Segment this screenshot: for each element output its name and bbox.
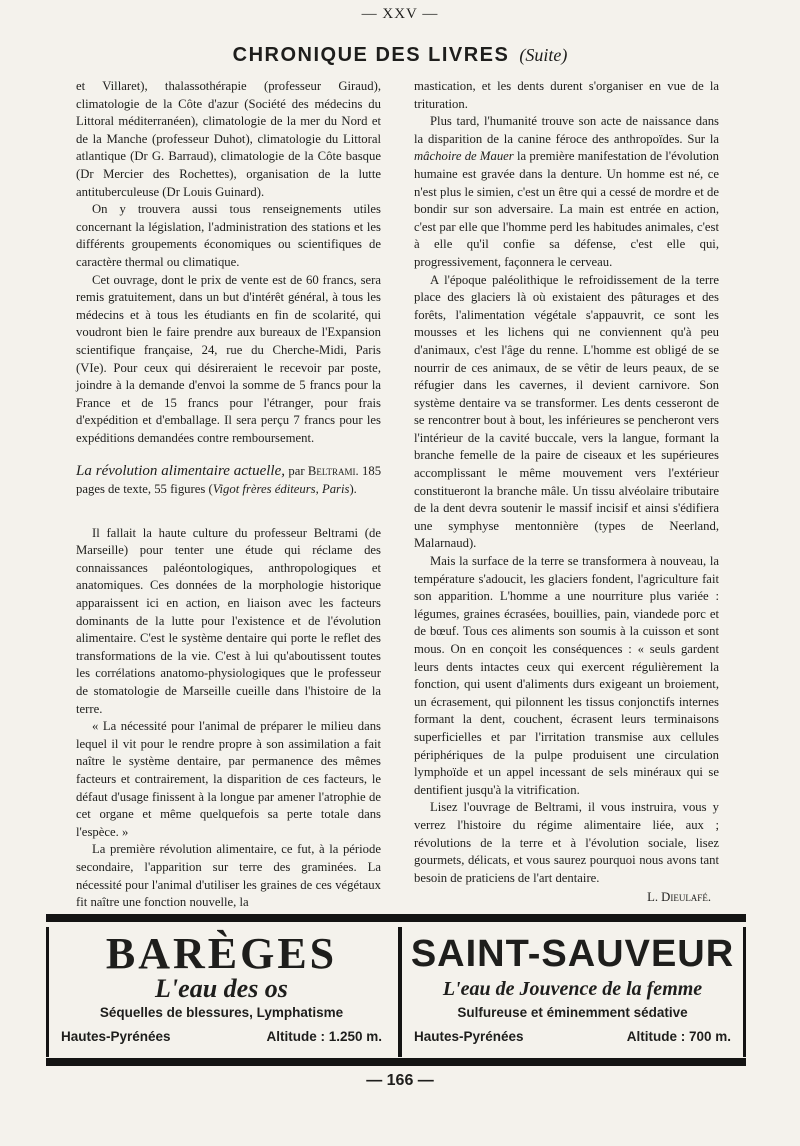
right-paragraph: A l'époque paléolithique le refroidissement de la terre place des glaciers là où existaient des pâturages et des forêts, l'alimentation végétale s'appauvrit, ce sont les mousses et les lichens qui ne conviennent qu'à peu d'animaux, c'est l'âge du renne. L'homme est obligé de se nourrir de ces animaux, de se vêtir de leurs peaux, de se réfugier dans les cavernes, il devient carnivore. Son système dentaire va se transformer. Les dents cesseront de se rencontrer bout à bout, les inférieures se pencheront vers l'intérieur de la cavité buccale, vers la langue, formant la branche femelle de la paire de ciseaux et les supérieures accomplissant le même mouvement vers l'extérieur constitueront la branche mâle. Un tissu alvéolaire tributaire de la dent devra soutenir le massif incisif et ainsi s'édifiera une symphyse mentonnière (types de Neerland, Malarnaud). xyxy=(414,272,719,551)
ad-location-row xyxy=(49,1027,394,1047)
page-number: — 166 — xyxy=(366,1072,434,1089)
right-paragraph: mastication, et les dents durent s'organiser en vue de la trituration. xyxy=(414,79,719,111)
left-paragraph: Il fallait la haute culture du professeur Beltrami (de Marseille) pour tenter une étude qui réclame des connaissances paléontologiques, anthropologiques et anatomiques. Ces données de la morphologie historique apparaissent ici en action, en liaison avec les facteurs dominants de la lutte pour l'existence et de l'évolution alimentaire. C'est le système dentaire qui porte le reflet des transformations de la vie. C'est à lui qu'aboutissent toutes les corrélations anatomo-physiologiques que le professeur de stomatologie de Marseille cueille dans l'histoire de la terre. xyxy=(76,525,381,716)
left-paragraph: La première révolution alimentaire, ce fut, à la période secondaire, l'apparition sur terre des graminées. La nécessité pour l'animal d'utiliser les graines de ces végétaux fit naître une fonction nouvelle, la xyxy=(76,842,381,910)
ad-slogan: L'eau des os xyxy=(155,974,288,1003)
right-paragraph xyxy=(414,113,719,271)
section-heading xyxy=(0,44,800,67)
review-pages: 185 pages de texte, 55 figures ( xyxy=(76,464,382,497)
right-paragraph: Mais la surface de la terre se transformera à nouveau, la température s'adoucit, les glaciers fondent, l'agriculture fait son apparition. L'homme a une nourriture plus variée : légumes, graines écrasées, bouillies, pain, viandede porc et de bœuf. Tous ces aliments son soumis à la cuisson et sont mous. On en conçoit les conséquences : « seuls gardent leurs dents intactes ceux qui exercent régulièrement la fonction, qui usent d'aliments durs exigeant un broiement, un écrasement, qui pilonnent les tissus conjonctifs internes formant la dent, couchent, écrasent leurs terminaisons superficielles et par l'irritation transmise aux cellules périphériques de la pulpe produisent une circulation lymphoïde et un appel incessant de sels minéraux qui se dentifient jusqu'à la vitrification. xyxy=(414,554,719,797)
right-column xyxy=(414,78,719,907)
ad-description: Sulfureuse et éminemment sédative xyxy=(457,1005,688,1020)
left-column xyxy=(76,78,381,912)
review-author: Beltrami. xyxy=(307,464,359,479)
text-run: la première manifestation de l'évolution humaine est gravée dans la denture. Un homme est né, ce n'est plus le simien, c'est un être qui a cessé de mordre et de bondir sur son adversaire. La main est entrée en action, c'est par elle que l'homme perd les habitudes animales, c'est à elle qu'il confie sa défense, c'est elle qui, progressivement, façonnera le cerveau. xyxy=(414,149,719,269)
heading-suffix: (Suite) xyxy=(519,45,568,65)
saint-sauveur-advertisement xyxy=(398,927,746,1057)
review-close: ). xyxy=(349,482,357,497)
review-publisher: Vigot frères éditeurs, Paris xyxy=(212,482,350,497)
ad-resort-name: BARÈGES xyxy=(105,929,338,978)
bareges-advertisement xyxy=(46,927,394,1057)
signature: L. Dieulafé. xyxy=(647,890,711,905)
ad-location-row xyxy=(402,1027,743,1047)
ad-slogan: L'eau de Jouvence de la femme xyxy=(442,978,703,1000)
ad-resort-name: SAINT-SAUVEUR xyxy=(410,933,735,975)
ad-altitude: Altitude : 700 m. xyxy=(626,1029,731,1044)
left-paragraph: et Villaret), thalassothérapie (professeur Giraud), climatologie de la Côte d'azur (Société des médecins du Littoral méditerranéen), climatologie de la mer du Nord et de la Manche (professeur Duhot), climatologie du Littoral atlantique (Dr G. Barraud), climatologie de la Côte basque (Dr Mercier des Rochettes), organisation de la lutte antituberculeuse (Dr Louis Guinard). xyxy=(76,79,381,199)
ad-region: Hautes-Pyrénées xyxy=(61,1029,171,1044)
heading-title: CHRONIQUE DES LIVRES xyxy=(232,44,510,66)
ad-description: Séquelles de blessures, Lymphatisme xyxy=(99,1005,344,1020)
text-run: Plus tard, l'humanité trouve son acte de naissance dans la disparition de la canine féroce des anthropoïdes. Sur la xyxy=(414,114,719,146)
italic-term: mâchoire de Mauer xyxy=(414,149,514,164)
roman-page-number: — XXV — xyxy=(361,6,439,22)
ad-region: Hautes-Pyrénées xyxy=(414,1029,524,1044)
review-by: par xyxy=(288,464,305,479)
book-review-heading xyxy=(76,463,381,498)
left-paragraph: Cet ouvrage, dont le prix de vente est de 60 francs, sera remis gratuitement, dans un but d'intérêt général, à tous les médecins et à tous les étudiants en fin de scolarité, qui voudront bien le faire prendre aux bureaux de l'Expansion scientifique française, 24, rue du Cherche-Midi, Paris (VIe). Pour ceux qui désireraient le recevoir par poste, joindre à la demande d'envoi la somme de 5 francs pour la France et de 15 francs pour l'étranger, pour frais d'expédition et d'emballage. Il sera perçu 7 francs pour les expéditions demandées contre remboursement. xyxy=(76,272,381,445)
left-paragraph: « La nécessité pour l'animal de préparer le milieu dans lequel il vit pour le rendre propre à son assimilation a fait naître le système dentaire, par permanence des mêmes facteurs et contrairement, la disparition de ces facteurs, le défaut d'usage finissent à la longue par amener l'atrophie de cet organe et même quelquefois sa perte totale dans l'espèce. » xyxy=(76,719,381,839)
ad-altitude: Altitude : 1.250 m. xyxy=(266,1029,382,1044)
right-paragraph: Lisez l'ouvrage de Beltrami, il vous instruira, vous y verrez l'histoire du régime alimentaire liée, aux ; révolutions de la terre et à l'évolution sociale, lisez gourmets, délicats, et vous saurez pourquoi nous avons tant besoin de praticiens de l'art dentaire. xyxy=(414,800,719,885)
review-book-title: La révolution alimentaire actuelle, xyxy=(76,463,286,480)
left-paragraph: On y trouvera aussi tous renseignements utiles concernant la législation, l'administration des stations et les différents groupements économiques ou scientifiques de caractère thermal ou climatique. xyxy=(76,202,381,269)
